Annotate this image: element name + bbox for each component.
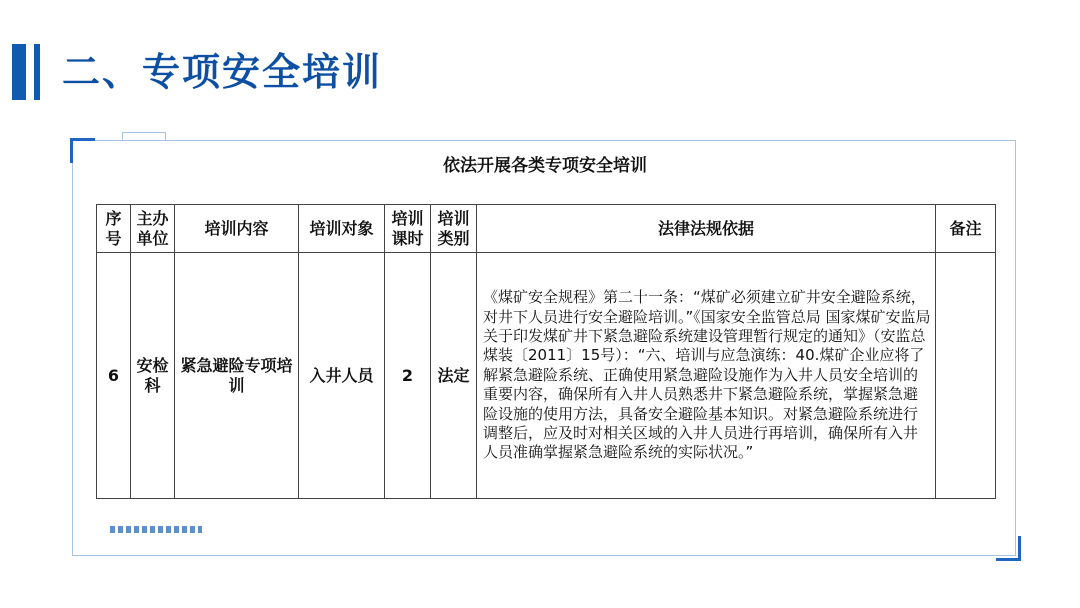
cell-hours: 2 [385, 253, 431, 499]
cell-basis: 《煤矿安全规程》第二十一条：“煤矿必须建立矿井安全避险系统，对井下人员进行安全避险培训。”《国家安全监管总局 国家煤矿安监局关于印发煤矿井下紧急避险系统建设管理暂行规定的通知》（安监总煤装〔2011〕15号）：“六、培训与应急演练：40.煤矿企业应将了解紧急避险系统、正确使用紧急避险设施作为入井人员安全培训的重要内容，确保所有入井人员熟悉井下紧急避险系统，掌握紧急避险设施的使用方法，具备安全避险基本知识。对紧急避险系统进行调整后，应及时对相关区域的入井人员进行再培训，确保所有入井人员准确掌握紧急避险系统的实际状况。” [477, 253, 936, 499]
table-header-row [97, 205, 996, 253]
col-header-hours: 培训课时 [385, 205, 431, 253]
cell-no: 6 [97, 253, 131, 499]
page-title: 二、专项安全培训 [62, 50, 383, 94]
col-header-basis: 法律法规依据 [477, 205, 936, 253]
training-table [96, 204, 996, 499]
frame-corner-top-left [70, 138, 95, 163]
cell-category: 法定 [431, 253, 477, 499]
col-header-category: 培训类别 [431, 205, 477, 253]
cell-remark [936, 253, 996, 499]
dashed-decoration [110, 526, 202, 533]
frame-corner-bottom-right [996, 536, 1021, 561]
col-header-no: 序号 [97, 205, 131, 253]
col-header-unit: 主办单位 [131, 205, 175, 253]
col-header-content: 培训内容 [175, 205, 299, 253]
cell-content: 紧急避险专项培训 [175, 253, 299, 499]
col-header-remark: 备注 [936, 205, 996, 253]
title-accent-bar-thin [34, 44, 40, 100]
cell-target: 入井人员 [299, 253, 385, 499]
table-row [97, 253, 996, 499]
title-accent-bar [12, 44, 26, 100]
col-header-target: 培训对象 [299, 205, 385, 253]
cell-unit: 安检科 [131, 253, 175, 499]
table-caption: 依法开展各类专项安全培训 [443, 156, 647, 176]
